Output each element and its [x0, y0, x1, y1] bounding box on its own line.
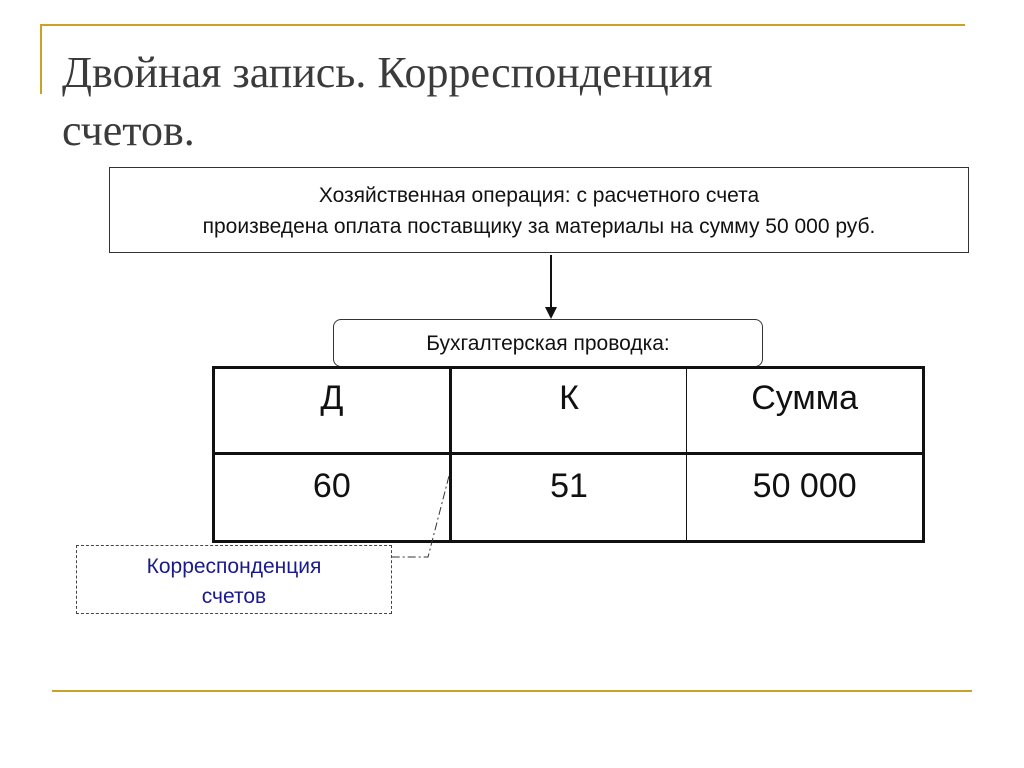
business-operation-box	[109, 167, 969, 253]
top-decorative-line	[40, 24, 965, 26]
table-row	[214, 454, 924, 542]
accounting-entry-label: Бухгалтерская проводка:	[426, 332, 670, 355]
table-header-row	[214, 368, 924, 454]
accounting-entry-label-box	[333, 319, 763, 367]
header-amount: Сумма	[687, 368, 924, 454]
operation-text-line-1: Хозяйственная операция: с расчетного счета	[318, 184, 760, 207]
header-credit: К	[450, 368, 687, 454]
correspondence-text-line-1: Корреспонденция	[146, 555, 322, 578]
cell-debit-account: 60	[214, 454, 451, 542]
left-decorative-line	[40, 24, 42, 94]
header-debit: Д	[214, 368, 451, 454]
connector-arrow-shaft	[550, 255, 552, 309]
operation-text-line-2: произведена оплата поставщику за материалы на сумму 50 000 руб.	[202, 215, 876, 238]
accounting-entry-table	[212, 366, 925, 543]
slide-title-line-2: счетов.	[62, 106, 195, 155]
slide-title-line-1: Двойная запись. Корреспонденция	[62, 48, 713, 97]
correspondence-callout-box	[76, 545, 392, 614]
bottom-decorative-line	[52, 690, 972, 692]
slide-title	[62, 44, 962, 160]
cell-credit-account: 51	[450, 454, 687, 542]
arrow-down-icon	[545, 307, 557, 319]
cell-amount: 50 000	[687, 454, 924, 542]
correspondence-text-line-2: счетов	[201, 585, 267, 608]
